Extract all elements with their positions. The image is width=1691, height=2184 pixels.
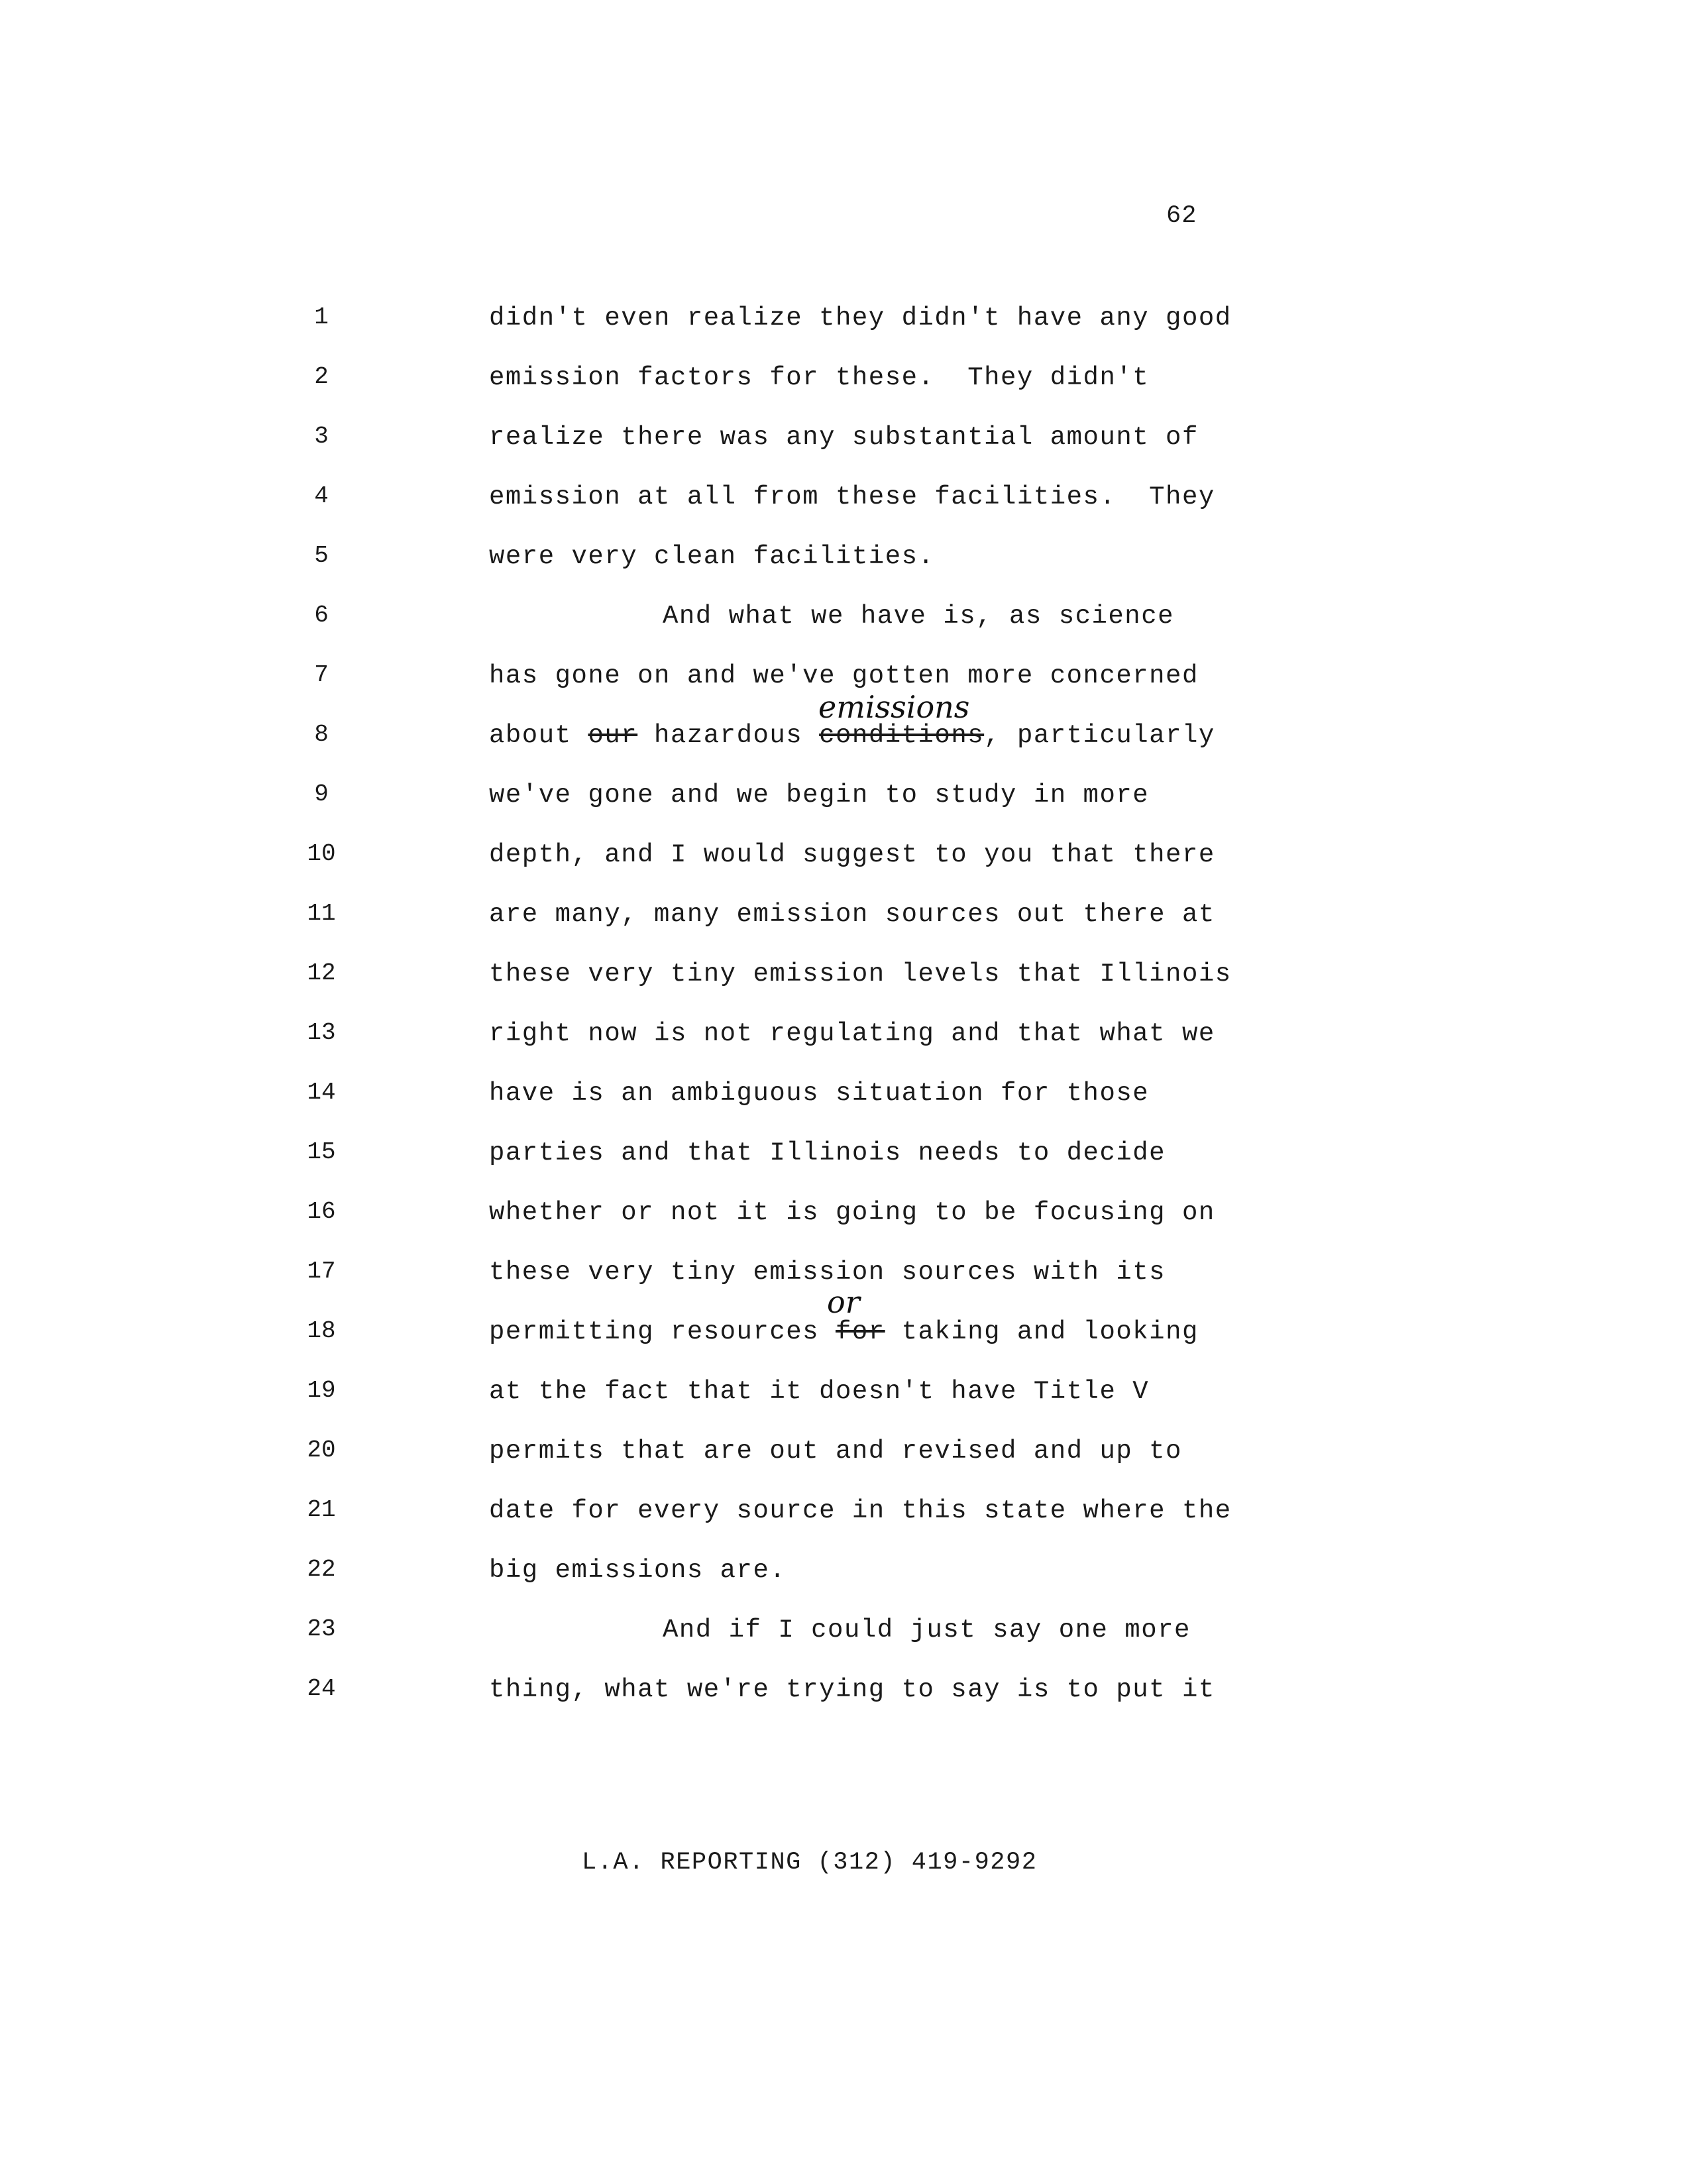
line-number: 2 bbox=[314, 363, 329, 390]
line-text: didn't even realize they didn't have any good bbox=[489, 303, 1232, 333]
line-text bbox=[489, 721, 1215, 750]
transcript-line bbox=[0, 1138, 1691, 1178]
line-text: And if I could just say one more bbox=[663, 1615, 1191, 1645]
transcript-line bbox=[0, 959, 1691, 999]
transcript-line bbox=[0, 900, 1691, 940]
line-text: at the fact that it doesn't have Title V bbox=[489, 1377, 1150, 1406]
page-number: 62 bbox=[1166, 202, 1197, 230]
transcript-line bbox=[0, 1019, 1691, 1059]
transcript-line bbox=[0, 1079, 1691, 1119]
transcript-line bbox=[0, 1317, 1691, 1357]
line-number: 8 bbox=[314, 721, 329, 748]
struck-word: conditions bbox=[819, 721, 985, 750]
transcript-line bbox=[0, 721, 1691, 761]
transcript-line bbox=[0, 602, 1691, 641]
line-number: 15 bbox=[307, 1138, 336, 1166]
struck-word: our bbox=[588, 721, 638, 750]
transcript-line bbox=[0, 1675, 1691, 1715]
line-number: 16 bbox=[307, 1198, 336, 1225]
line-number: 24 bbox=[307, 1675, 336, 1702]
text-segment: about bbox=[489, 721, 588, 750]
line-number: 13 bbox=[307, 1019, 336, 1046]
line-number: 5 bbox=[314, 542, 329, 569]
line-number: 23 bbox=[307, 1615, 336, 1643]
line-number: 19 bbox=[307, 1377, 336, 1404]
line-number: 18 bbox=[307, 1317, 336, 1344]
transcript-line bbox=[0, 363, 1691, 403]
transcript-line bbox=[0, 840, 1691, 880]
line-text: emission factors for these. They didn't bbox=[489, 363, 1150, 392]
line-number: 12 bbox=[307, 959, 336, 987]
line-text: realize there was any substantial amount of bbox=[489, 423, 1199, 452]
line-number: 10 bbox=[307, 840, 336, 867]
transcript-line bbox=[0, 423, 1691, 463]
text-segment: taking and looking bbox=[885, 1317, 1199, 1346]
line-number: 7 bbox=[314, 661, 329, 688]
line-text bbox=[489, 1317, 1199, 1346]
handwritten-correction: emissions bbox=[818, 689, 970, 725]
line-text: thing, what we're trying to say is to put it bbox=[489, 1675, 1215, 1704]
line-text: has gone on and we've gotten more concerned bbox=[489, 661, 1199, 690]
transcript-line bbox=[0, 1496, 1691, 1536]
line-number: 14 bbox=[307, 1079, 336, 1106]
line-number: 1 bbox=[314, 303, 329, 331]
handwritten-correction: or bbox=[827, 1284, 860, 1320]
line-text: depth, and I would suggest to you that there bbox=[489, 840, 1215, 869]
transcript-line bbox=[0, 781, 1691, 820]
transcript-line bbox=[0, 1615, 1691, 1655]
line-text: And what we have is, as science bbox=[663, 602, 1175, 631]
line-text: parties and that Illinois needs to decide bbox=[489, 1138, 1166, 1168]
transcript-line bbox=[0, 542, 1691, 582]
text-segment: permitting resources bbox=[489, 1317, 836, 1346]
footer-reporter: L.A. REPORTING (312) 419-9292 bbox=[582, 1849, 1038, 1877]
struck-word: for bbox=[835, 1317, 885, 1346]
line-text: permits that are out and revised and up to bbox=[489, 1437, 1182, 1466]
line-text: we've gone and we begin to study in more bbox=[489, 781, 1150, 810]
line-number: 20 bbox=[307, 1437, 336, 1464]
line-number: 22 bbox=[307, 1556, 336, 1583]
transcript-line bbox=[0, 1556, 1691, 1596]
line-number: 6 bbox=[314, 602, 329, 629]
line-text: have is an ambiguous situation for those bbox=[489, 1079, 1150, 1108]
line-number: 3 bbox=[314, 423, 329, 450]
line-text: were very clean facilities. bbox=[489, 542, 935, 571]
line-text: right now is not regulating and that what we bbox=[489, 1019, 1215, 1048]
line-number: 4 bbox=[314, 482, 329, 510]
line-text: date for every source in this state where the bbox=[489, 1496, 1232, 1525]
line-text: whether or not it is going to be focusing on bbox=[489, 1198, 1215, 1227]
text-segment: hazardous bbox=[637, 721, 820, 750]
line-text: big emissions are. bbox=[489, 1556, 787, 1585]
line-number: 21 bbox=[307, 1496, 336, 1523]
line-text: are many, many emission sources out there at bbox=[489, 900, 1215, 929]
line-number: 9 bbox=[314, 781, 329, 808]
transcript-line bbox=[0, 303, 1691, 343]
transcript-line bbox=[0, 1437, 1691, 1476]
transcript-line bbox=[0, 1377, 1691, 1417]
line-number: 11 bbox=[307, 900, 336, 927]
line-number: 17 bbox=[307, 1258, 336, 1285]
transcript-line bbox=[0, 482, 1691, 522]
line-text: these very tiny emission sources with its bbox=[489, 1258, 1166, 1287]
line-text: emission at all from these facilities. They bbox=[489, 482, 1215, 512]
text-segment: , particularly bbox=[984, 721, 1215, 750]
transcript-line bbox=[0, 1198, 1691, 1238]
line-text: these very tiny emission levels that Illinois bbox=[489, 959, 1232, 989]
